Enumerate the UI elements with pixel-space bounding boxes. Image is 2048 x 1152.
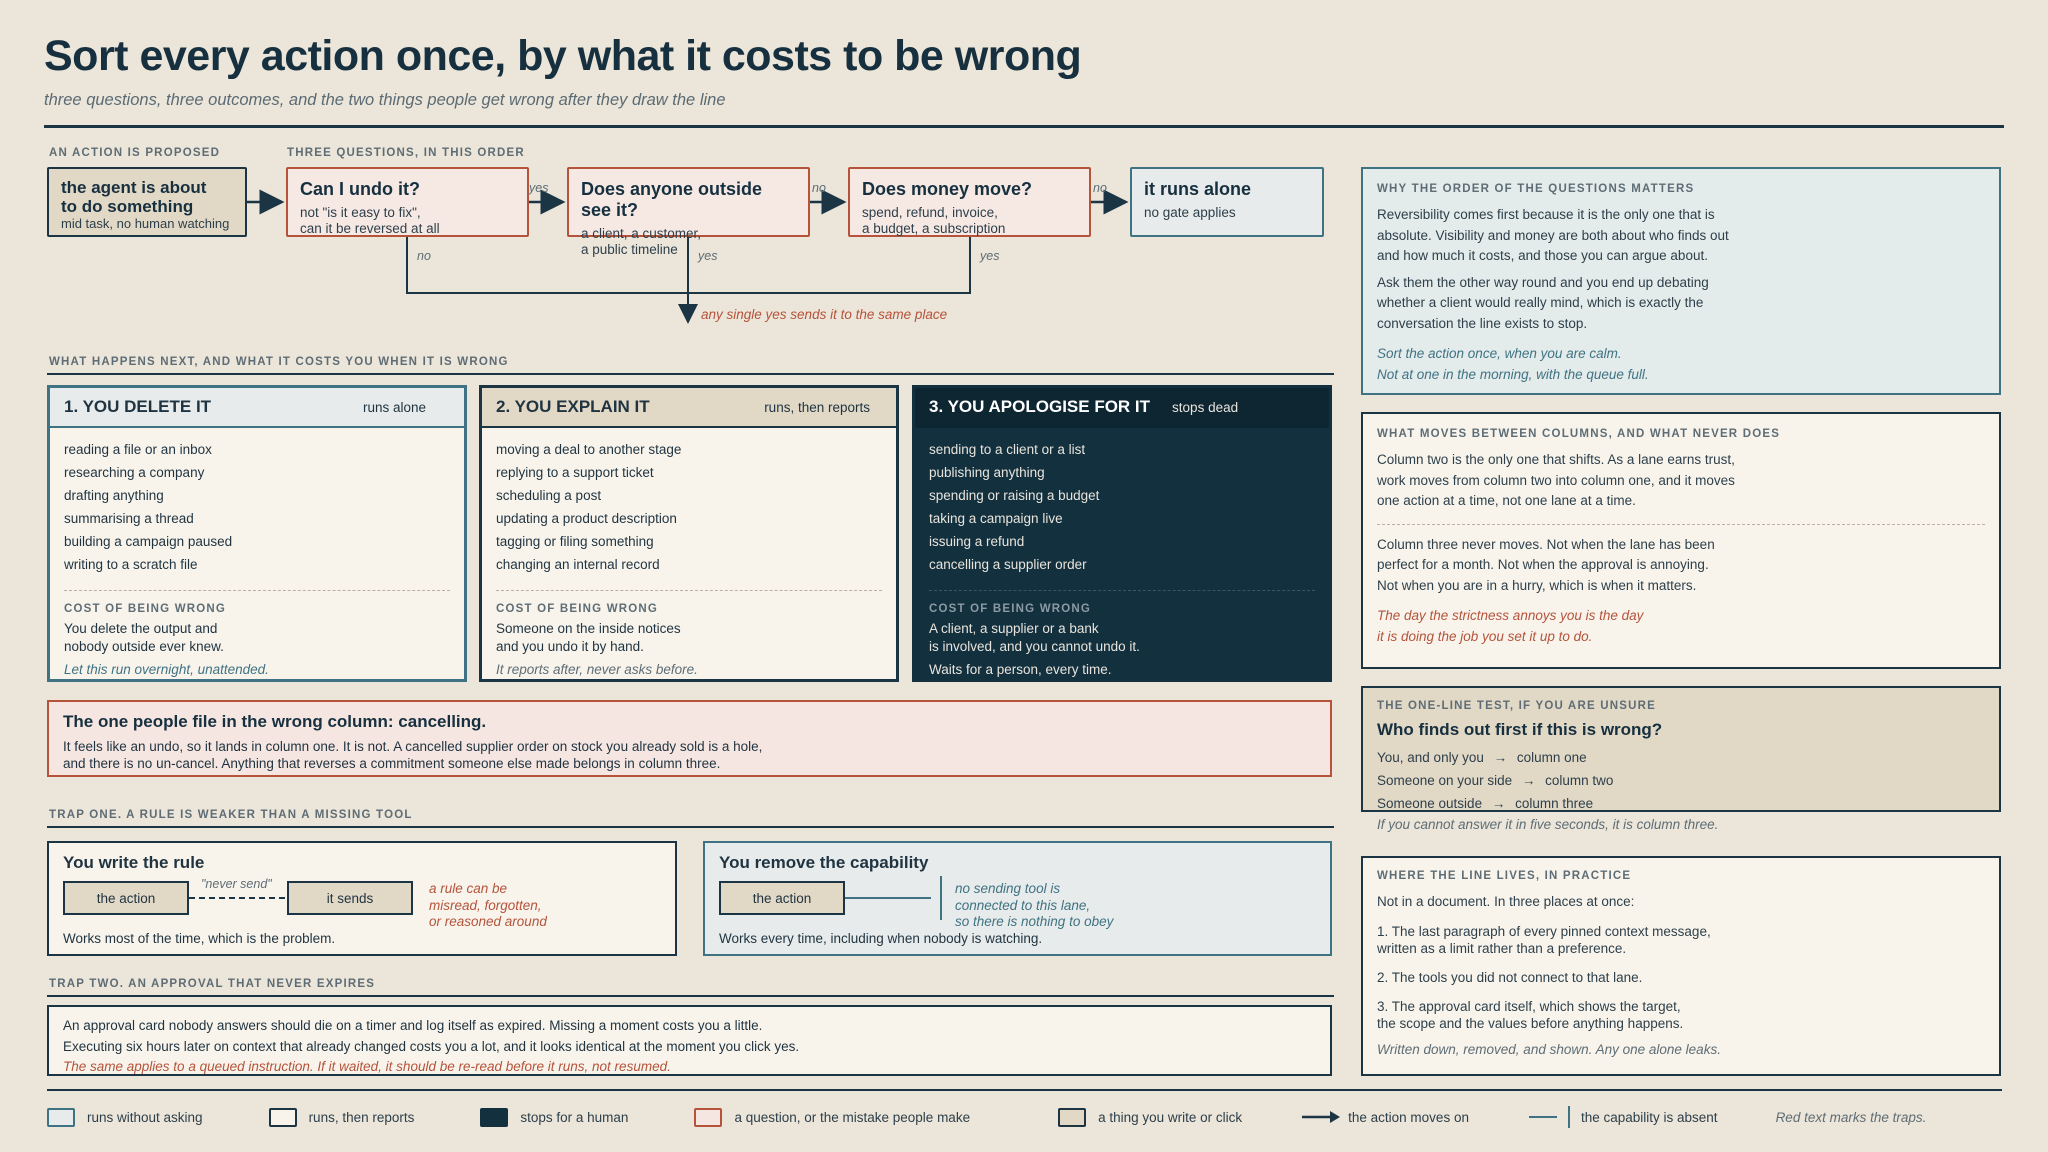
legend-question: a question, or the mistake people make [734, 1109, 971, 1125]
moves-heading: WHAT MOVES BETWEEN COLUMNS, AND WHAT NEVER DOES [1377, 428, 1781, 440]
cost-text-1: You delete the output and [64, 621, 218, 636]
test-heading: THE ONE-LINE TEST, IF YOU ARE UNSURE [1377, 700, 1656, 712]
column-apologise-header [915, 388, 1329, 428]
questions-label: THREE QUESTIONS, IN THIS ORDER [287, 147, 525, 159]
page-title: Sort every action once, by what it costs to be wrong [44, 32, 1082, 80]
order-panel [1361, 167, 2001, 395]
column-apologise-title: 3. YOU APOLOGISE FOR IT [929, 397, 1151, 416]
moves-panel [1361, 412, 2001, 669]
legend-stops: stops for a human [520, 1109, 629, 1125]
list-item: taking a campaign live [929, 511, 1063, 526]
cost-text-1: Someone on the inside notices [496, 621, 681, 636]
cost-heading: COST OF BEING WRONG [929, 603, 1092, 615]
order-italic-2: Not at one in the morning, with the queue full. [1377, 366, 1649, 382]
order-italic-1: Sort the action once, when you are calm. [1377, 346, 1622, 361]
list-item: reading a file or an inbox [64, 442, 212, 457]
proposed-label: AN ACTION IS PROPOSED [49, 147, 221, 159]
cost-text-2: and you undo it by hand. [496, 639, 644, 654]
moves-p1-2: work moves from column two into column one, and it moves [1377, 472, 1735, 488]
capability-panel [703, 841, 1332, 956]
lives-panel [1361, 856, 2001, 1076]
moves-p2-2: perfect for a month. Not when the approval is annoying. [1377, 557, 1709, 572]
list-item: drafting anything [64, 488, 164, 503]
capability-chip-action: the action [719, 881, 845, 915]
end-title: it runs alone [1144, 179, 1252, 199]
column-delete-title: 1. YOU DELETE IT [64, 397, 212, 416]
rule-title: You write the rule [63, 853, 205, 872]
rule-note-3: or reasoned around [429, 914, 547, 929]
trap1-rule [47, 826, 1334, 828]
q1-title: Can I undo it? [300, 179, 420, 199]
lives-p3-1: 3. The approval card itself, which shows the target, [1377, 998, 1681, 1014]
edge-q2-yes: yes [698, 249, 718, 263]
order-heading: WHY THE ORDER OF THE QUESTIONS MATTERS [1377, 183, 1695, 195]
start-title-1: the agent is about [61, 178, 207, 197]
swatch-write [1058, 1108, 1086, 1127]
trap2-text-3: The same applies to a queued instruction. If it waited, it should be re-read before it runs, not resumed. [63, 1059, 671, 1074]
lives-heading: WHERE THE LINE LIVES, IN PRACTICE [1377, 870, 1632, 882]
page-subtitle: three questions, three outcomes, and the two things people get wrong after they draw the line [44, 91, 726, 109]
legend-moves: the action moves on [1348, 1109, 1469, 1125]
list-item: publishing anything [929, 465, 1045, 480]
capability-note [955, 881, 1113, 931]
test-row-who: You, and only you [1377, 750, 1484, 765]
wrong-column-text-1: It feels like an undo, so it lands in column one. It is not. A cancelled supplier order on stock you already sold is a hole, [63, 739, 763, 754]
merge-note: any single yes sends it to the same place [701, 307, 948, 322]
test-row-who: Someone outside [1377, 796, 1483, 811]
lives-intro: Not in a document. In three places at once: [1377, 894, 1635, 909]
lives-p1-1: 1. The last paragraph of every pinned context message, [1377, 923, 1711, 939]
edge-q1-yes: yes [529, 181, 549, 195]
legend-write: a thing you write or click [1098, 1109, 1243, 1125]
q1-sub-2: can it be reversed at all [300, 221, 440, 236]
column-apologise [912, 385, 1332, 682]
edge-q3-yes: yes [980, 249, 1000, 263]
rule-chip-action: the action [63, 881, 189, 915]
list-item: sending to a client or a list [929, 442, 1086, 457]
divider [496, 590, 882, 591]
lives-p1-2: written as a limit rather than a preference. [1377, 940, 1627, 956]
wrong-column-text-2: and there is no un-cancel. Anything that reverses a commitment someone else made belongs in column three. [63, 756, 721, 771]
end-sub: no gate applies [1144, 205, 1236, 220]
cost-text-2: nobody outside ever knew. [64, 639, 224, 654]
column-explain-header [482, 388, 896, 428]
order-p1-3: and how much it costs, and those you can argue about. [1377, 248, 1708, 263]
test-panel [1361, 686, 2001, 832]
list-item: scheduling a post [496, 488, 602, 503]
test-row-col: column one [1516, 750, 1587, 765]
column-explain-title: 2. YOU EXPLAIN IT [496, 397, 650, 416]
order-p1-1: Reversibility comes first because it is the only one that is [1377, 207, 1715, 222]
arrow-icon: → [1521, 773, 1536, 788]
lives-p2: 2. The tools you did not connect to that lane. [1377, 969, 1643, 985]
moves-p2-3: Not when you are in a hurry, which is when it matters. [1377, 577, 1697, 593]
outcomes-label: WHAT HAPPENS NEXT, AND WHAT IT COSTS YOU WHEN IT IS WRONG [49, 356, 509, 368]
outcomes-rule [47, 373, 1334, 375]
list-item: changing an internal record [496, 557, 660, 572]
divider [1377, 524, 1985, 525]
order-p2-3: conversation the line exists to stop. [1377, 315, 1588, 331]
capability-note-3: so there is nothing to obey [955, 914, 1114, 929]
trap2-label: TRAP TWO. AN APPROVAL THAT NEVER EXPIRES [49, 978, 376, 990]
column-apologise-tag: stops dead [1172, 399, 1239, 415]
order-p2-1: Ask them the other way round and you end up debating [1377, 274, 1709, 290]
cost-note: It reports after, never asks before. [496, 662, 698, 677]
cost-text-2: is involved, and you cannot undo it. [929, 639, 1140, 654]
q2-sub-1: a client, a customer, [581, 226, 702, 241]
q3-sub-2: a budget, a subscription [862, 221, 1006, 236]
test-row [1377, 792, 1985, 815]
absent-capability-icon [1529, 1105, 1571, 1129]
divider [929, 590, 1315, 591]
capability-title: You remove the capability [719, 853, 929, 872]
cost-heading: COST OF BEING WRONG [64, 603, 227, 615]
list-item: issuing a refund [929, 534, 1025, 549]
moves-p2-1: Column three never moves. Not when the lane has been [1377, 536, 1715, 552]
legend-reports: runs, then reports [308, 1109, 415, 1125]
legend-rule [47, 1089, 2002, 1091]
test-question: Who finds out first if this is wrong? [1377, 720, 1663, 739]
lives-p3-2: the scope and the values before anything happens. [1377, 1015, 1684, 1031]
arrow-icon [1302, 1110, 1340, 1124]
q2-sub-2: a public timeline [581, 242, 678, 257]
test-row-col: column three [1515, 796, 1594, 811]
test-footer: If you cannot answer it in five seconds, it is column three. [1377, 817, 1719, 832]
legend-red-note: Red text marks the traps. [1775, 1109, 1927, 1125]
divider [64, 590, 450, 591]
rule-panel [47, 841, 677, 956]
swatch-question [694, 1108, 722, 1127]
moves-p1-1: Column two is the only one that shifts. As a lane earns trust, [1377, 452, 1735, 467]
wrong-column-title: The one people file in the wrong column: cancelling. [63, 712, 487, 731]
moves-italic-1: The day the strictness annoys you is the day [1377, 608, 1644, 623]
q1-sub-1: not "is it easy to fix", [300, 205, 421, 220]
rule-note-1: a rule can be [429, 881, 508, 896]
capability-note-2: connected to this lane, [955, 897, 1091, 913]
edge-q3-no: no [1093, 181, 1107, 195]
column-delete [47, 385, 467, 682]
swatch-runs [47, 1108, 75, 1127]
rule-note-2: misread, forgotten, [429, 897, 542, 913]
lives-footer: Written down, removed, and shown. Any one alone leaks. [1377, 1041, 1721, 1057]
list-item: spending or raising a budget [929, 488, 1100, 503]
cost-note: Waits for a person, every time. [929, 662, 1112, 677]
order-p2-2: whether a client would really mind, which is exactly the [1377, 295, 1704, 310]
legend-runs: runs without asking [87, 1109, 203, 1125]
rule-edge-label: "never send" [201, 877, 272, 891]
q2-title: Does anyone outside see it? [581, 179, 763, 220]
rule-dashed-edge [189, 893, 287, 903]
column-delete-tag: runs alone [362, 399, 426, 415]
edge-q1-no: no [417, 249, 431, 263]
rule-footer: Works most of the time, which is the problem. [63, 931, 336, 946]
list-item: replying to a support ticket [496, 465, 654, 480]
moves-italic-2: it is doing the job you set it up to do. [1377, 628, 1593, 644]
legend [47, 1105, 2002, 1129]
column-explain [479, 385, 899, 682]
cost-note: Let this run overnight, unattended. [64, 662, 269, 677]
list-item: researching a company [64, 465, 205, 480]
list-item: building a campaign paused [64, 534, 233, 549]
test-row [1377, 746, 1985, 769]
trap2-panel [47, 1005, 1332, 1076]
column-delete-header [50, 388, 464, 428]
capability-note-1: no sending tool is [955, 881, 1061, 896]
trap2-text-2: Executing six hours later on context that already changed costs you a lot, and it looks identical at the moment you click yes. [63, 1038, 800, 1054]
list-item: tagging or filing something [496, 534, 654, 549]
column-explain-tag: runs, then reports [764, 399, 870, 415]
moves-p1-3: one action at a time, not one lane at a time. [1377, 493, 1636, 508]
test-row [1377, 769, 1985, 792]
capability-footer: Works every time, including when nobody is watching. [719, 931, 1043, 946]
start-title-2: to do something [61, 197, 194, 216]
trap1-label: TRAP ONE. A RULE IS WEAKER THAN A MISSING TOOL [49, 809, 413, 821]
q3-title: Does money move? [862, 179, 1033, 199]
trap2-text-1: An approval card nobody answers should die on a timer and log itself as expired. Missing a moment costs you a little. [63, 1018, 763, 1033]
test-row-who: Someone on your side [1377, 773, 1513, 788]
legend-absent: the capability is absent [1580, 1109, 1718, 1125]
edge-q2-no: no [812, 181, 826, 195]
list-item: writing to a scratch file [64, 557, 198, 572]
rule-chip-sends: it sends [287, 881, 413, 915]
swatch-stops [480, 1108, 508, 1127]
swatch-reports [269, 1108, 297, 1127]
arrow-icon: → [1493, 750, 1508, 765]
arrow-icon: → [1491, 796, 1506, 811]
test-row-col: column two [1545, 773, 1614, 788]
q3-sub-1: spend, refund, invoice, [862, 205, 998, 220]
cost-text-1: A client, a supplier or a bank [929, 621, 1099, 636]
list-item: cancelling a supplier order [929, 557, 1087, 572]
list-item: moving a deal to another stage [496, 442, 682, 457]
wrong-column-callout [47, 700, 1332, 777]
cost-heading: COST OF BEING WRONG [496, 603, 659, 615]
start-sub: mid task, no human watching [61, 216, 230, 231]
list-item: summarising a thread [64, 511, 194, 526]
order-p1-2: absolute. Visibility and money are both about who finds out [1377, 227, 1729, 243]
capability-absent-marker [845, 876, 945, 922]
list-item: updating a product description [496, 511, 677, 526]
trap2-rule [47, 995, 1334, 997]
rule-note [429, 881, 547, 931]
